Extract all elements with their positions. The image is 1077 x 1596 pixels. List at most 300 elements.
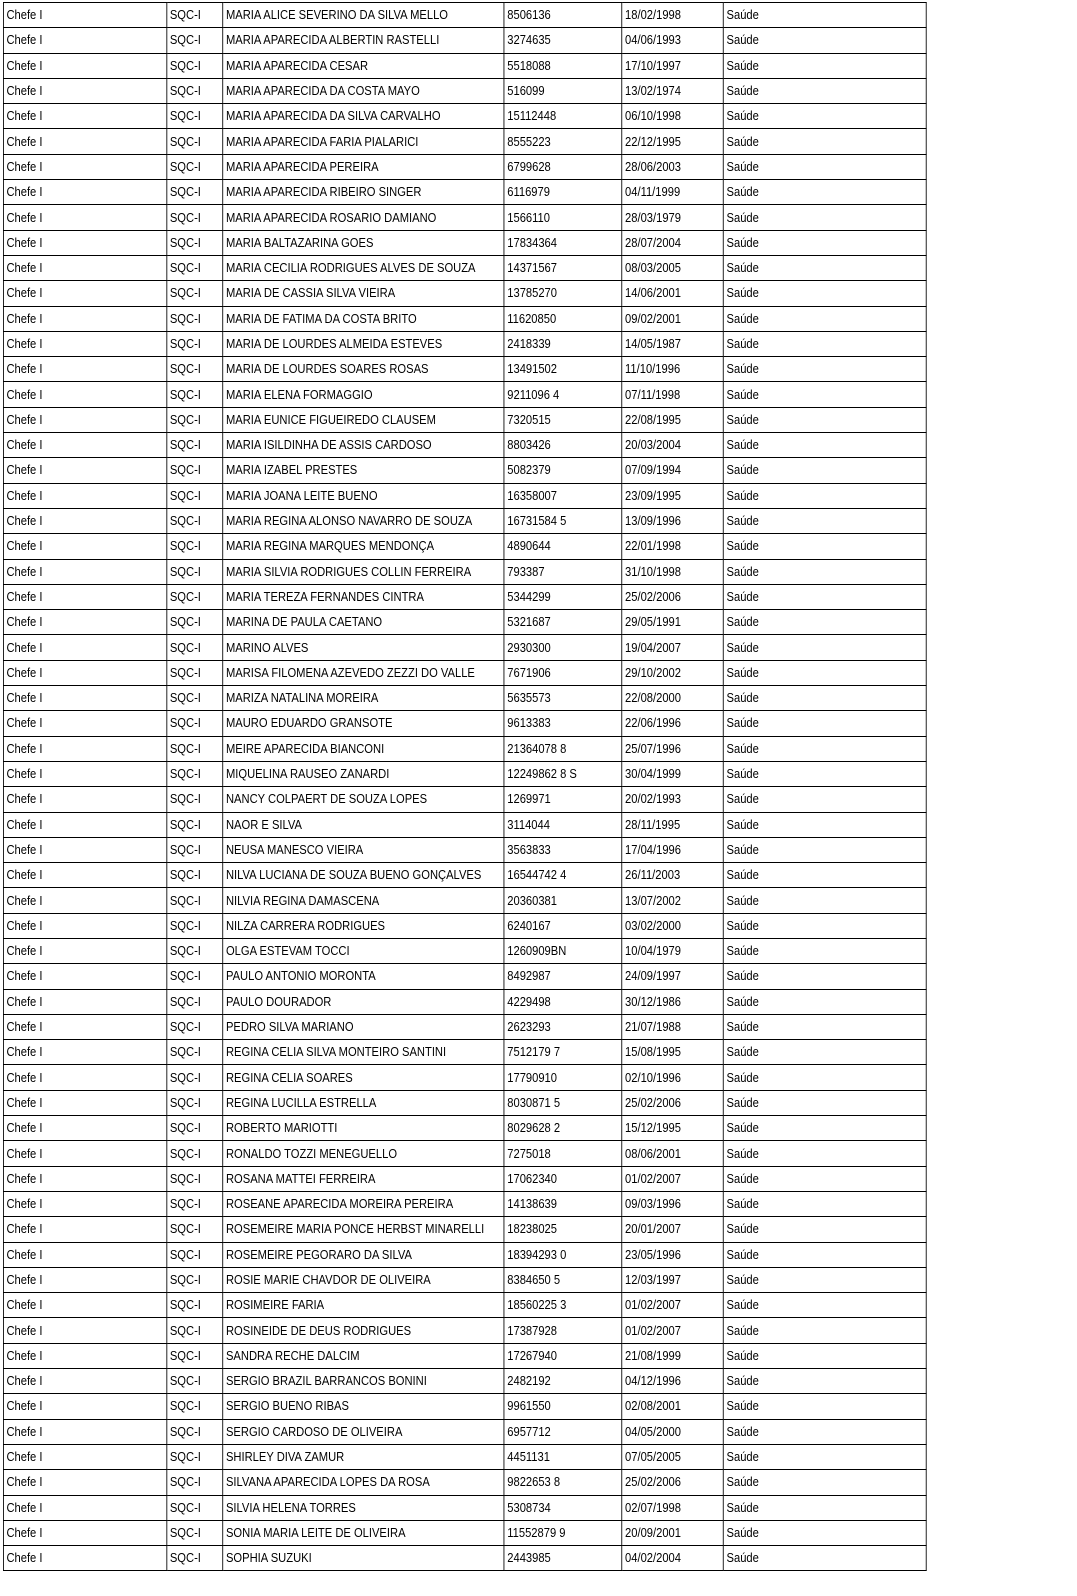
date-cell: 23/05/1996 [622,1242,723,1267]
ref-cell: SQC-I [167,964,223,989]
date-cell: 01/02/2007 [622,1318,723,1343]
date-cell: 09/02/2001 [622,306,723,331]
department-cell: Saúde [724,255,927,280]
table-row [3,888,926,913]
name-cell: MARIA IZABEL PRESTES [223,458,504,483]
name-cell: MARIA APARECIDA DA SILVA CARVALHO [223,104,504,129]
date-cell: 09/03/1996 [622,1191,723,1216]
date-cell: 25/07/1996 [622,736,723,761]
name-cell: MARIA EUNICE FIGUEIREDO CLAUSEM [223,407,504,432]
name-cell: PEDRO SILVA MARIANO [223,1014,504,1039]
ref-cell: SQC-I [167,635,223,660]
cargo-cell: Chefe I [3,1419,166,1444]
table-row [3,1394,926,1419]
records-table-body [3,3,926,1571]
table-row [3,407,926,432]
department-cell: Saúde [724,913,927,938]
date-cell: 02/07/1998 [622,1495,723,1520]
date-cell: 28/11/1995 [622,812,723,837]
date-cell: 14/06/2001 [622,281,723,306]
table-row [3,1419,926,1444]
department-cell: Saúde [724,508,927,533]
id-number-cell: 5308734 [504,1495,622,1520]
ref-cell: SQC-I [167,255,223,280]
ref-cell: SQC-I [167,938,223,963]
department-cell: Saúde [724,433,927,458]
department-cell: Saúde [724,483,927,508]
id-number-cell: 17267940 [504,1343,622,1368]
ref-cell: SQC-I [167,104,223,129]
department-cell: Saúde [724,964,927,989]
id-number-cell: 7275018 [504,1141,622,1166]
cargo-cell: Chefe I [3,1470,166,1495]
ref-cell: SQC-I [167,1065,223,1090]
date-cell: 30/04/1999 [622,761,723,786]
department-cell: Saúde [724,1369,927,1394]
department-cell: Saúde [724,1217,927,1242]
department-cell: Saúde [724,458,927,483]
name-cell: SILVANA APARECIDA LOPES DA ROSA [223,1470,504,1495]
name-cell: MARIA ALICE SEVERINO DA SILVA MELLO [223,3,504,28]
ref-cell: SQC-I [167,787,223,812]
name-cell: PAULO ANTONIO MORONTA [223,964,504,989]
department-cell: Saúde [724,989,927,1014]
table-row [3,1166,926,1191]
department-cell: Saúde [724,1520,927,1545]
id-number-cell: 3274635 [504,28,622,53]
date-cell: 25/02/2006 [622,1470,723,1495]
name-cell: MARINO ALVES [223,635,504,660]
cargo-cell: Chefe I [3,78,166,103]
name-cell: MARIA BALTAZARINA GOES [223,230,504,255]
name-cell: MARIA REGINA ALONSO NAVARRO DE SOUZA [223,508,504,533]
table-row [3,458,926,483]
ref-cell: SQC-I [167,407,223,432]
cargo-cell: Chefe I [3,433,166,458]
id-number-cell: 5518088 [504,53,622,78]
ref-cell: SQC-I [167,913,223,938]
table-row [3,78,926,103]
department-cell: Saúde [724,1116,927,1141]
table-row [3,610,926,635]
id-number-cell: 3114044 [504,812,622,837]
table-row [3,787,926,812]
date-cell: 21/07/1988 [622,1014,723,1039]
cargo-cell: Chefe I [3,863,166,888]
ref-cell: SQC-I [167,508,223,533]
date-cell: 15/08/1995 [622,1040,723,1065]
ref-cell: SQC-I [167,761,223,786]
date-cell: 25/02/2006 [622,584,723,609]
name-cell: NILVA LUCIANA DE SOUZA BUENO GONÇALVES [223,863,504,888]
department-cell: Saúde [724,863,927,888]
ref-cell: SQC-I [167,154,223,179]
ref-cell: SQC-I [167,331,223,356]
cargo-cell: Chefe I [3,888,166,913]
ref-cell: SQC-I [167,1520,223,1545]
id-number-cell: 9961550 [504,1394,622,1419]
cargo-cell: Chefe I [3,1546,166,1571]
department-cell: Saúde [724,28,927,53]
ref-cell: SQC-I [167,610,223,635]
ref-cell: SQC-I [167,281,223,306]
name-cell: NILVIA REGINA DAMASCENA [223,888,504,913]
ref-cell: SQC-I [167,3,223,28]
name-cell: MIQUELINA RAUSEO ZANARDI [223,761,504,786]
department-cell: Saúde [724,306,927,331]
id-number-cell: 516099 [504,78,622,103]
id-number-cell: 5344299 [504,584,622,609]
id-number-cell: 2443985 [504,1546,622,1571]
date-cell: 20/03/2004 [622,433,723,458]
cargo-cell: Chefe I [3,205,166,230]
name-cell: SERGIO BUENO RIBAS [223,1394,504,1419]
table-row [3,433,926,458]
cargo-cell: Chefe I [3,711,166,736]
ref-cell: SQC-I [167,1141,223,1166]
id-number-cell: 9613383 [504,711,622,736]
department-cell: Saúde [724,53,927,78]
name-cell: MARISA FILOMENA AZEVEDO ZEZZI DO VALLE [223,660,504,685]
id-number-cell: 2623293 [504,1014,622,1039]
cargo-cell: Chefe I [3,104,166,129]
ref-cell: SQC-I [167,1495,223,1520]
department-cell: Saúde [724,1191,927,1216]
ref-cell: SQC-I [167,205,223,230]
ref-cell: SQC-I [167,357,223,382]
date-cell: 19/04/2007 [622,635,723,660]
department-cell: Saúde [724,1065,927,1090]
department-cell: Saúde [724,1040,927,1065]
name-cell: MARIA ELENA FORMAGGIO [223,382,504,407]
table-row [3,1369,926,1394]
cargo-cell: Chefe I [3,1065,166,1090]
id-number-cell: 4229498 [504,989,622,1014]
cargo-cell: Chefe I [3,1394,166,1419]
department-cell: Saúde [724,1166,927,1191]
date-cell: 20/01/2007 [622,1217,723,1242]
department-cell: Saúde [724,787,927,812]
cargo-cell: Chefe I [3,1040,166,1065]
department-cell: Saúde [724,129,927,154]
date-cell: 04/06/1993 [622,28,723,53]
ref-cell: SQC-I [167,1191,223,1216]
table-row [3,964,926,989]
ref-cell: SQC-I [167,382,223,407]
table-row [3,230,926,255]
name-cell: MARIA APARECIDA PEREIRA [223,154,504,179]
table-row [3,913,926,938]
name-cell: SANDRA RECHE DALCIM [223,1343,504,1368]
department-cell: Saúde [724,534,927,559]
table-row [3,331,926,356]
id-number-cell: 12249862 8 S [504,761,622,786]
department-cell: Saúde [724,1267,927,1292]
date-cell: 13/02/1974 [622,78,723,103]
table-row [3,559,926,584]
table-row [3,1495,926,1520]
name-cell: OLGA ESTEVAM TOCCI [223,938,504,963]
id-number-cell: 13785270 [504,281,622,306]
name-cell: ROSEANE APARECIDA MOREIRA PEREIRA [223,1191,504,1216]
table-row [3,281,926,306]
id-number-cell: 6240167 [504,913,622,938]
name-cell: MARIA DE LOURDES SOARES ROSAS [223,357,504,382]
table-row [3,205,926,230]
name-cell: ROSIE MARIE CHAVDOR DE OLIVEIRA [223,1267,504,1292]
table-row [3,863,926,888]
ref-cell: SQC-I [167,1040,223,1065]
department-cell: Saúde [724,1242,927,1267]
id-number-cell: 11552879 9 [504,1520,622,1545]
cargo-cell: Chefe I [3,534,166,559]
table-row [3,711,926,736]
department-cell: Saúde [724,230,927,255]
table-row [3,1014,926,1039]
date-cell: 06/10/1998 [622,104,723,129]
department-cell: Saúde [724,635,927,660]
cargo-cell: Chefe I [3,407,166,432]
department-cell: Saúde [724,1394,927,1419]
table-row [3,1343,926,1368]
department-cell: Saúde [724,559,927,584]
ref-cell: SQC-I [167,1242,223,1267]
date-cell: 26/11/2003 [622,863,723,888]
date-cell: 04/11/1999 [622,180,723,205]
ref-cell: SQC-I [167,433,223,458]
department-cell: Saúde [724,154,927,179]
cargo-cell: Chefe I [3,1369,166,1394]
table-row [3,660,926,685]
date-cell: 22/01/1998 [622,534,723,559]
date-cell: 04/05/2000 [622,1419,723,1444]
id-number-cell: 18394293 0 [504,1242,622,1267]
table-row [3,1116,926,1141]
ref-cell: SQC-I [167,129,223,154]
date-cell: 25/02/2006 [622,1090,723,1115]
cargo-cell: Chefe I [3,255,166,280]
ref-cell: SQC-I [167,660,223,685]
table-row [3,306,926,331]
ref-cell: SQC-I [167,458,223,483]
table-row [3,1217,926,1242]
table-row [3,837,926,862]
name-cell: MARIA JOANA LEITE BUENO [223,483,504,508]
cargo-cell: Chefe I [3,1116,166,1141]
name-cell: MARIA APARECIDA ALBERTIN RASTELLI [223,28,504,53]
name-cell: SERGIO CARDOSO DE OLIVEIRA [223,1419,504,1444]
id-number-cell: 20360381 [504,888,622,913]
date-cell: 30/12/1986 [622,989,723,1014]
cargo-cell: Chefe I [3,357,166,382]
department-cell: Saúde [724,1141,927,1166]
name-cell: NEUSA MANESCO VIEIRA [223,837,504,862]
name-cell: NAOR E SILVA [223,812,504,837]
cargo-cell: Chefe I [3,1520,166,1545]
table-row [3,483,926,508]
table-row [3,1090,926,1115]
ref-cell: SQC-I [167,1014,223,1039]
name-cell: ROSINEIDE DE DEUS RODRIGUES [223,1318,504,1343]
date-cell: 07/05/2005 [622,1444,723,1469]
id-number-cell: 9822653 8 [504,1470,622,1495]
id-number-cell: 17387928 [504,1318,622,1343]
date-cell: 07/11/1998 [622,382,723,407]
table-row [3,508,926,533]
table-row [3,736,926,761]
department-cell: Saúde [724,205,927,230]
cargo-cell: Chefe I [3,331,166,356]
date-cell: 24/09/1997 [622,964,723,989]
date-cell: 11/10/1996 [622,357,723,382]
name-cell: REGINA CELIA SILVA MONTEIRO SANTINI [223,1040,504,1065]
department-cell: Saúde [724,281,927,306]
cargo-cell: Chefe I [3,1343,166,1368]
cargo-cell: Chefe I [3,686,166,711]
name-cell: MARIA TEREZA FERNANDES CINTRA [223,584,504,609]
date-cell: 14/05/1987 [622,331,723,356]
ref-cell: SQC-I [167,711,223,736]
name-cell: MARIZA NATALINA MOREIRA [223,686,504,711]
name-cell: MARIA SILVIA RODRIGUES COLLIN FERREIRA [223,559,504,584]
name-cell: MARIA CECILIA RODRIGUES ALVES DE SOUZA [223,255,504,280]
department-cell: Saúde [724,78,927,103]
cargo-cell: Chefe I [3,180,166,205]
department-cell: Saúde [724,584,927,609]
date-cell: 01/02/2007 [622,1293,723,1318]
id-number-cell: 17062340 [504,1166,622,1191]
ref-cell: SQC-I [167,1546,223,1571]
date-cell: 28/07/2004 [622,230,723,255]
table-row [3,1444,926,1469]
cargo-cell: Chefe I [3,989,166,1014]
ref-cell: SQC-I [167,888,223,913]
cargo-cell: Chefe I [3,812,166,837]
name-cell: MARIA ISILDINHA DE ASSIS CARDOSO [223,433,504,458]
ref-cell: SQC-I [167,559,223,584]
cargo-cell: Chefe I [3,787,166,812]
department-cell: Saúde [724,1318,927,1343]
id-number-cell: 7512179 7 [504,1040,622,1065]
name-cell: NANCY COLPAERT DE SOUZA LOPES [223,787,504,812]
ref-cell: SQC-I [167,1343,223,1368]
department-cell: Saúde [724,180,927,205]
department-cell: Saúde [724,1546,927,1571]
table-row [3,584,926,609]
cargo-cell: Chefe I [3,483,166,508]
id-number-cell: 5082379 [504,458,622,483]
department-cell: Saúde [724,1343,927,1368]
department-cell: Saúde [724,104,927,129]
ref-cell: SQC-I [167,1444,223,1469]
name-cell: MEIRE APARECIDA BIANCONI [223,736,504,761]
department-cell: Saúde [724,837,927,862]
date-cell: 22/08/2000 [622,686,723,711]
table-row [3,1141,926,1166]
id-number-cell: 7320515 [504,407,622,432]
table-row [3,104,926,129]
cargo-cell: Chefe I [3,736,166,761]
ref-cell: SQC-I [167,736,223,761]
id-number-cell: 11620850 [504,306,622,331]
date-cell: 21/08/1999 [622,1343,723,1368]
ref-cell: SQC-I [167,584,223,609]
table-row [3,1065,926,1090]
date-cell: 15/12/1995 [622,1116,723,1141]
ref-cell: SQC-I [167,1166,223,1191]
table-row [3,1293,926,1318]
id-number-cell: 8492987 [504,964,622,989]
id-number-cell: 8803426 [504,433,622,458]
department-cell: Saúde [724,357,927,382]
department-cell: Saúde [724,938,927,963]
cargo-cell: Chefe I [3,610,166,635]
cargo-cell: Chefe I [3,1166,166,1191]
id-number-cell: 5635573 [504,686,622,711]
id-number-cell: 1566110 [504,205,622,230]
department-cell: Saúde [724,382,927,407]
department-cell: Saúde [724,686,927,711]
date-cell: 08/06/2001 [622,1141,723,1166]
table-row [3,686,926,711]
name-cell: SERGIO BRAZIL BARRANCOS BONINI [223,1369,504,1394]
ref-cell: SQC-I [167,306,223,331]
cargo-cell: Chefe I [3,913,166,938]
cargo-cell: Chefe I [3,281,166,306]
cargo-cell: Chefe I [3,837,166,862]
department-cell: Saúde [724,610,927,635]
date-cell: 17/10/1997 [622,53,723,78]
ref-cell: SQC-I [167,1369,223,1394]
name-cell: SILVIA HELENA TORRES [223,1495,504,1520]
name-cell: MARIA REGINA MARQUES MENDONÇA [223,534,504,559]
ref-cell: SQC-I [167,686,223,711]
name-cell: SOPHIA SUZUKI [223,1546,504,1571]
date-cell: 02/10/1996 [622,1065,723,1090]
department-cell: Saúde [724,812,927,837]
department-cell: Saúde [724,736,927,761]
ref-cell: SQC-I [167,28,223,53]
id-number-cell: 5321687 [504,610,622,635]
table-row [3,1318,926,1343]
id-number-cell: 8555223 [504,129,622,154]
id-number-cell: 14138639 [504,1191,622,1216]
table-row [3,989,926,1014]
date-cell: 28/03/1979 [622,205,723,230]
ref-cell: SQC-I [167,534,223,559]
table-row [3,635,926,660]
ref-cell: SQC-I [167,1267,223,1292]
cargo-cell: Chefe I [3,1242,166,1267]
name-cell: MARIA APARECIDA RIBEIRO SINGER [223,180,504,205]
table-row [3,357,926,382]
department-cell: Saúde [724,1014,927,1039]
name-cell: MARIA APARECIDA CESAR [223,53,504,78]
table-row [3,1040,926,1065]
table-row [3,761,926,786]
cargo-cell: Chefe I [3,382,166,407]
department-cell: Saúde [724,3,927,28]
cargo-cell: Chefe I [3,1444,166,1469]
name-cell: MARIA DE LOURDES ALMEIDA ESTEVES [223,331,504,356]
department-cell: Saúde [724,1444,927,1469]
id-number-cell: 2418339 [504,331,622,356]
table-row [3,938,926,963]
id-number-cell: 18238025 [504,1217,622,1242]
ref-cell: SQC-I [167,78,223,103]
table-row [3,1470,926,1495]
ref-cell: SQC-I [167,1293,223,1318]
